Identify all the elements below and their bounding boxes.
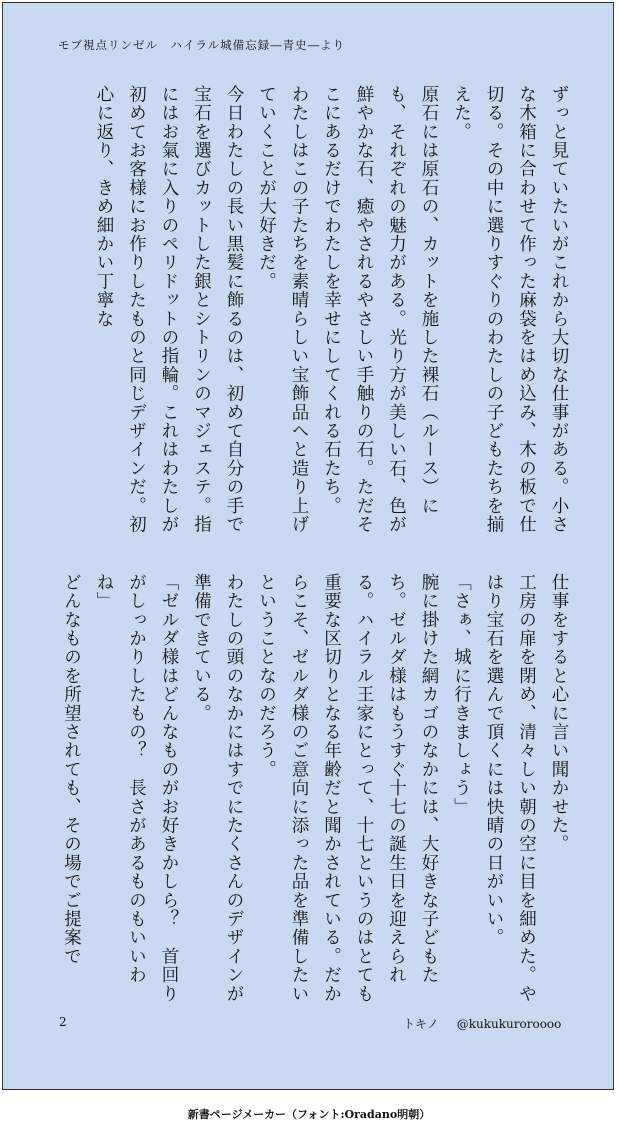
paragraph: どんなものを所望されても、その場でご提案で	[61, 573, 82, 966]
page-number: 2	[59, 1015, 67, 1029]
paragraph: ずっと見ていたいがこれから大切な仕事がある。小さな木箱に合わせて作った麻袋をはめ込み、木の板で仕切る。その中に選りすぐりのわたしの子どもたちを揃えた。	[451, 85, 569, 534]
paragraph: 工房の扉を閉め、清々しい朝の空に目を細めた。やはり宝石を選んで頂くには快晴の日がいい。	[484, 573, 537, 1004]
paragraph: 「ゼルダ様はどんなものがお好きかしら？ 首回りがしっかりしたもの？ 長さがあるものもいいわね」	[94, 573, 179, 1004]
author-name: トキノ	[403, 1017, 439, 1031]
paragraph: 今日わたしの長い黒髪に飾るのは、初めて自分の手で宝石を選びカットした銀とシトリンのマジェステ。指にはお氣に入りのペリドットの指輪。これはわたしが初めてお客様にお作りしたものと同じデザインだ。初心に返り、きめ細かい丁寧な	[94, 85, 244, 534]
paragraph: わたしの頭のなかにはすでにたくさんのデザインが準備できている。	[191, 573, 244, 1004]
body-text-top	[55, 85, 575, 540]
paragraph: わたしはこの子たちを素晴らしい宝飾品へと造り上げていくことが大好きだ。	[256, 85, 309, 534]
author-credit	[403, 1015, 561, 1032]
generator-caption: 新書ページメーカー（フォント:Oradano明朝）	[187, 1108, 431, 1121]
paragraph: 原石には原石の、カットを施した裸石（ルース）にも、それぞれの魅力がある。光り方が美しい石、色が鮮やかな石、癒やされるやさしい手触りの石。ただそこにあるだけでわたしを幸せにしてくれる石たち。	[321, 85, 439, 534]
body-text-bottom	[55, 573, 575, 1013]
paragraph: 「さぁ、城に行きましょう」	[451, 573, 472, 817]
page-header: モブ視点リンゼル ハイラル城備忘録―青史―より	[58, 38, 346, 52]
author-handle: @kukukuroroooo	[456, 1017, 562, 1031]
book-page	[2, 2, 614, 1090]
paragraph: 仕事をすると心に言い聞かせた。	[549, 573, 569, 854]
paragraph: 腕に掛けた網カゴのなかには、大好きな子どもたち。ゼルダ様はもうすぐ十七の誕生日を迎えられる。ハイラル王家にとって、十七というのはとても重要な区切りとなる年齢だと聞かされている。だからこそ、ゼルダ様のご意向に添った品を準備したいということなのだろう。	[256, 573, 439, 1004]
